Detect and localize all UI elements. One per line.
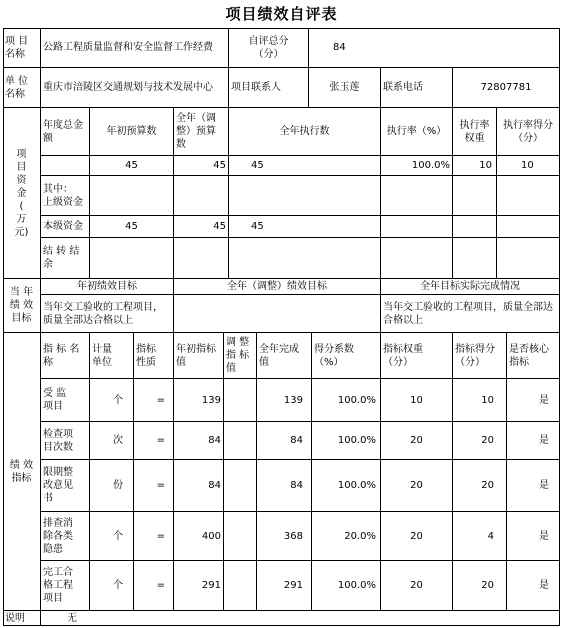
indicator-cell-coefficient: 100.0% <box>312 379 381 422</box>
indicator-cell-core: 是 <box>507 422 560 460</box>
goals-adjusted-header: 全年（调整）绩效目标 <box>174 279 381 295</box>
phone-value: 72807781 <box>453 68 560 108</box>
page-title: 项目绩效自评表 <box>225 5 338 23</box>
indicator-header-actual: 全年完成 值 <box>257 333 312 379</box>
indicator-header-score: 指标得分 （分） <box>453 333 507 379</box>
indicator-cell-actual: 291 <box>257 561 312 611</box>
indicator-cell-actual: 139 <box>257 379 312 422</box>
indicator-cell-score: 20 <box>453 422 507 460</box>
funds-local-initial: 45 <box>90 216 174 238</box>
funds-local-weight <box>453 216 497 238</box>
indicator-cell-actual: 84 <box>257 460 312 512</box>
indicator-cell-unit: 个 <box>90 512 134 561</box>
indicator-header-initial: 年初指标 值 <box>174 333 224 379</box>
indicator-cell-initial: 139 <box>174 379 224 422</box>
indicators-section-label: 绩 效 指标 <box>3 333 41 611</box>
indicator-cell-adjusted <box>224 512 257 561</box>
indicator-cell-nature: = <box>134 422 174 460</box>
indicator-cell-weight: 10 <box>381 379 453 422</box>
indicator-cell-core: 是 <box>507 460 560 512</box>
phone-label: 联系电话 <box>381 68 453 108</box>
project-name-label: 项 目 名称 <box>3 28 41 68</box>
indicator-cell-initial: 84 <box>174 422 224 460</box>
funds-header-year-total: 年度总金 额 <box>41 108 90 156</box>
indicator-cell-adjusted <box>224 379 257 422</box>
funds-upper-adjusted <box>174 176 229 216</box>
funds-header-weight: 执行率 权重 <box>453 108 497 156</box>
indicator-cell-nature: = <box>134 460 174 512</box>
indicator-header-coefficient: 得分系数 （%） <box>312 333 381 379</box>
indicator-cell-name: 受 监 项目 <box>41 379 90 422</box>
funds-header-initial: 年初预算数 <box>90 108 174 156</box>
indicator-cell-adjusted <box>224 561 257 611</box>
indicator-cell-name: 限期整 改意见 书 <box>41 460 90 512</box>
indicator-header-nature: 指标 性质 <box>134 333 174 379</box>
funds-total-weight: 10 <box>453 156 497 176</box>
indicator-cell-coefficient: 100.0% <box>312 422 381 460</box>
indicator-cell-weight: 20 <box>381 422 453 460</box>
funds-carryover-label: 结 转 结 余 <box>41 238 90 279</box>
indicator-cell-name: 完工合 格工程 项目 <box>41 561 90 611</box>
funds-total-score: 10 <box>497 156 560 176</box>
funds-local-rate <box>381 216 453 238</box>
funds-carryover-executed <box>229 238 381 279</box>
funds-header-executed: 全年执行数 <box>229 108 381 156</box>
funds-upper-weight <box>453 176 497 216</box>
indicator-cell-unit: 份 <box>90 460 134 512</box>
indicator-header-adjusted: 调 整 指 标 值 <box>224 333 257 379</box>
note-label: 说明 <box>3 611 41 626</box>
funds-section-label: 项 目 资 金 ( 万 元) <box>3 108 41 279</box>
indicator-cell-nature: = <box>134 379 174 422</box>
contact-name: 张玉莲 <box>309 68 381 108</box>
goals-section-label: 当 年 绩 效 目标 <box>3 279 41 333</box>
self-score-label: 自评总分 （分） <box>229 28 309 68</box>
indicator-cell-core: 是 <box>507 379 560 422</box>
goals-initial-text: 当年交工验收的工程项目，质量全部达合格以上 <box>41 295 174 333</box>
goals-actual-header: 全年目标实际完成情况 <box>381 279 560 295</box>
funds-upper-executed <box>229 176 381 216</box>
funds-carryover-rate <box>381 238 453 279</box>
funds-upper-initial <box>90 176 174 216</box>
funds-header-exec-rate: 执行率（%） <box>381 108 453 156</box>
note-text: 无 <box>41 611 560 626</box>
funds-total-adjusted: 45 <box>174 156 229 176</box>
indicator-cell-core: 是 <box>507 512 560 561</box>
unit-name-label: 单 位 名称 <box>3 68 41 108</box>
funds-total-executed: 45 <box>229 156 381 176</box>
indicator-header-name: 指 标 名 称 <box>41 333 90 379</box>
self-score-value: 84 <box>309 28 560 68</box>
indicator-header-core: 是否核心 指标 <box>507 333 560 379</box>
indicator-cell-initial: 84 <box>174 460 224 512</box>
funds-carryover-adjusted <box>174 238 229 279</box>
indicator-cell-nature: = <box>134 512 174 561</box>
funds-upper-rate <box>381 176 453 216</box>
funds-carryover-initial <box>90 238 174 279</box>
indicator-cell-score: 20 <box>453 460 507 512</box>
indicator-cell-adjusted <box>224 460 257 512</box>
indicator-cell-weight: 20 <box>381 460 453 512</box>
contact-label: 项目联系人 <box>229 68 309 108</box>
indicator-cell-score: 20 <box>453 561 507 611</box>
funds-carryover-weight <box>453 238 497 279</box>
unit-name-value: 重庆市涪陵区交通规划与技术发展中心 <box>41 68 229 108</box>
funds-total-rate: 100.0% <box>381 156 453 176</box>
funds-local-label: 本级资金 <box>41 216 90 238</box>
indicator-cell-weight: 20 <box>381 561 453 611</box>
indicator-cell-actual: 84 <box>257 422 312 460</box>
funds-header-score: 执行率得分 （分） <box>497 108 560 156</box>
indicator-cell-weight: 20 <box>381 512 453 561</box>
indicator-cell-name: 检查项 目次数 <box>41 422 90 460</box>
indicator-header-unit: 计量 单位 <box>90 333 134 379</box>
funds-header-adjusted: 全年（调 整）预算 数 <box>174 108 229 156</box>
project-name-value: 公路工程质量监督和安全监督工作经费 <box>41 28 229 68</box>
indicator-cell-core: 是 <box>507 561 560 611</box>
indicator-cell-initial: 400 <box>174 512 224 561</box>
indicator-cell-name: 排查消 除各类 隐患 <box>41 512 90 561</box>
funds-total-blank <box>41 156 90 176</box>
funds-local-executed: 45 <box>229 216 381 238</box>
indicator-cell-nature: = <box>134 561 174 611</box>
funds-local-adjusted: 45 <box>174 216 229 238</box>
indicator-cell-adjusted <box>224 422 257 460</box>
goals-adjusted-text <box>174 295 381 333</box>
indicator-cell-coefficient: 100.0% <box>312 561 381 611</box>
indicator-cell-score: 10 <box>453 379 507 422</box>
indicator-cell-initial: 291 <box>174 561 224 611</box>
indicator-cell-coefficient: 100.0% <box>312 460 381 512</box>
funds-carryover-score <box>497 238 560 279</box>
goals-initial-header: 年初绩效目标 <box>41 279 174 295</box>
indicator-cell-unit: 个 <box>90 379 134 422</box>
indicator-cell-unit: 个 <box>90 561 134 611</box>
indicator-header-weight: 指标权重 （分） <box>381 333 453 379</box>
indicator-cell-actual: 368 <box>257 512 312 561</box>
funds-upper-label: 其中： 上级资金 <box>41 176 90 216</box>
indicator-cell-coefficient: 20.0% <box>312 512 381 561</box>
indicator-cell-unit: 次 <box>90 422 134 460</box>
funds-total-initial: 45 <box>90 156 174 176</box>
goals-actual-text: 当年交工验收的工程项目，质量全部达合格以上 <box>381 295 560 333</box>
funds-upper-score <box>497 176 560 216</box>
funds-local-score <box>497 216 560 238</box>
indicator-cell-score: 4 <box>453 512 507 561</box>
